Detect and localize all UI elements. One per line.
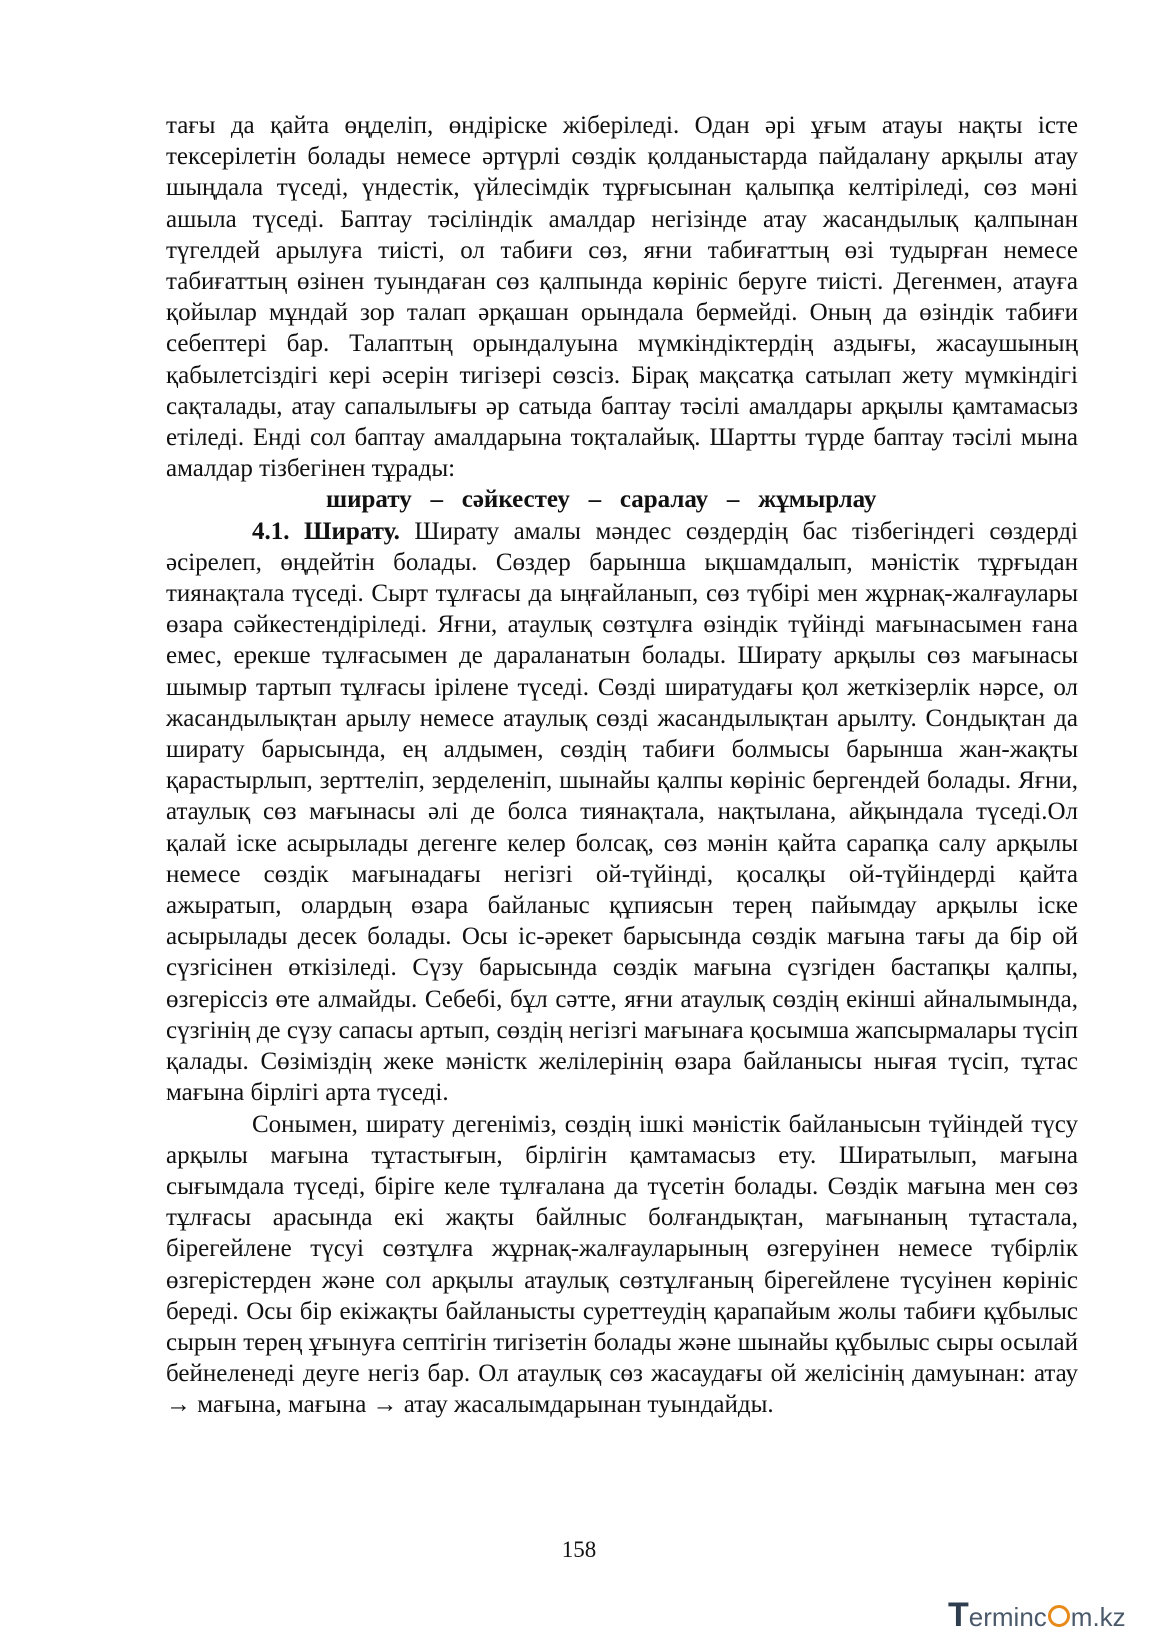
paragraph-2-body: Ширату амалы мәндес сөздердің бас тізбегіндегі сөздерді әсірелеп, өңдейтін болады. Сөздер барынша ықшамдалып, мәністік тұрғыдан тиянақтала түседі. Сырт тұлғасы да ыңғайланып, сөз түбірі мен жұрнақ-жалғаулары өзара сәйкестендіріледі. Яғни, атаулық сөзтұлға өзіндік түйінді мағынасымен ғана емес, ерекше тұлғасымен де дараланатын болады. Ширату арқылы сөз мағынасы шымыр тартып тұлғасы ірілене түседі. Сөзді ширатудағы қол жеткізерлік нәрсе, ол жасандылықтан арылу немесе атаулық сөзді жасандылықтан арылту. Сондықтан да ширату барысында, ең алдымен, сөздің табиғи болмысы барынша жан-жақты қарастырлып, зерттеліп, зерделеніп, шынайы қалпы көрініс бергендей болады. Яғни, атаулық сөз мағынасы әлі де болса тиянақтала, нақтылана, айқындала түседі.Ол қалай іске асырылады дегенге келер болсақ, сөз мәнін қайта сарапқа салу арқылы немесе сөздік мағынадағы негізгі ой-түйінді, қосалқы ой-түйіндерді қайта ажыратып, олардың өзара байланыс құпиясын терең пайымдау арқылы іске асырылады десек болады. Осы іс-әрекет барысында сөздік мағына тағы да бір ой сүзгісінен өткізіледі. Сүзу барысында сөздік мағына сүзгіден бастапқы қалпы, өзгеріссіз өте алмайды. Себебі, бұл сәтте, яғни атаулық сөздің екінші айналымында, сүзгінің де сүзу сапасы артып, сөздің негізгі мағынаға қосымша жапсырмалары түсіп қалады. Сөзіміздің жеке мәністк желілерінің өзара байланысы нығая түсіп, тұтас мағына бірлігі арта түседі.: [166, 517, 1078, 1107]
section-heading: 4.1. Ширату.: [252, 517, 400, 545]
watermark-o-ring-icon: [1048, 1605, 1070, 1627]
paragraph-1: тағы да қайта өңделіп, өндіріске жіберіледі. Одан әрі ұғым атауы нақты істе тексерілетін болады немесе әртүрлі сөздік қолданыстарда пайдалану арқылы атау шыңдала түседі, үндестік, үйлесімдік тұрғысынан қалыпқа келтіріледі, сөз мәні ашыла түседі. Баптау тәсіліндік амалдар негізінде атау жасандылық қалпынан түгелдей арылуға тиісті, ол табиғи сөз, яғни табиғаттың өзі тудырған немесе табиғаттың өзінен туындаған сөз қалпында көрініс беруге тиісті. Дегенмен, атауға қойылар мұндай зор талап әрқашан орындала бермейді. Оның да өзіндік табиғи себептері бар. Талаптың орындалуына мүмкіндіктердің аздығы, жасаушының қабылетсіздігі кері әсерін тигізері сөзсіз. Бірақ мақсатқа сатылап жету мүмкіндігі сақталады, атау сапалылығы әр сатыда баптау тәсілі амалдары арқылы қамтамасыз етіледі. Енді сол баптау амалдарына тоқталайық. Шартты түрде баптау тәсілі мына амалдар тізбегінен тұрады:: [166, 112, 1078, 483]
watermark-t: T: [948, 1596, 969, 1634]
watermark-text-a: erminc: [968, 1602, 1047, 1632]
page-body: [166, 110, 1078, 1421]
site-watermark-logo: [948, 1598, 1148, 1632]
page-number: 158: [561, 1537, 597, 1562]
watermark-text-b: m.kz: [1070, 1602, 1126, 1632]
method-sequence: ширату – сәйкестеу – саралау – жұмырлау: [326, 486, 877, 514]
paragraph-2: [166, 516, 1078, 1109]
paragraph-3: Сонымен, ширату дегеніміз, сөздің ішкі мәністік байланысын түйіндей түсу арқылы мағына тұтастығын, бірлігін қамтамасыз ету. Ширатылып, мағына сығымдала түседі, біріге келе тұлғалана да түсетін болады. Сөздік мағына мен сөз тұлғасы арасында екі жақты байлныс болғандықтан, мағынаның тұтастала, бірегейлене түсуі сөзтұлға жұрнақ-жалғауларының өзгеруінен немесе түбірлік өзгерістерден және сол арқылы атаулық сөзтұлғаның бірегейлене түсуінен көрініс береді. Осы бір екіжақты байланысты суреттеудің қарапайым жолы табиғи құбылыс сырын терең ұғынуға септігін тигізетін болады және шынайы құбылыс сыры осылай бейнеленеді деуге негіз бар. Ол атаулық сөз жасаудағы ой желісінің дамуынан: атау → мағына, мағына → атау жасалымдарынан туындайды.: [166, 1110, 1078, 1419]
